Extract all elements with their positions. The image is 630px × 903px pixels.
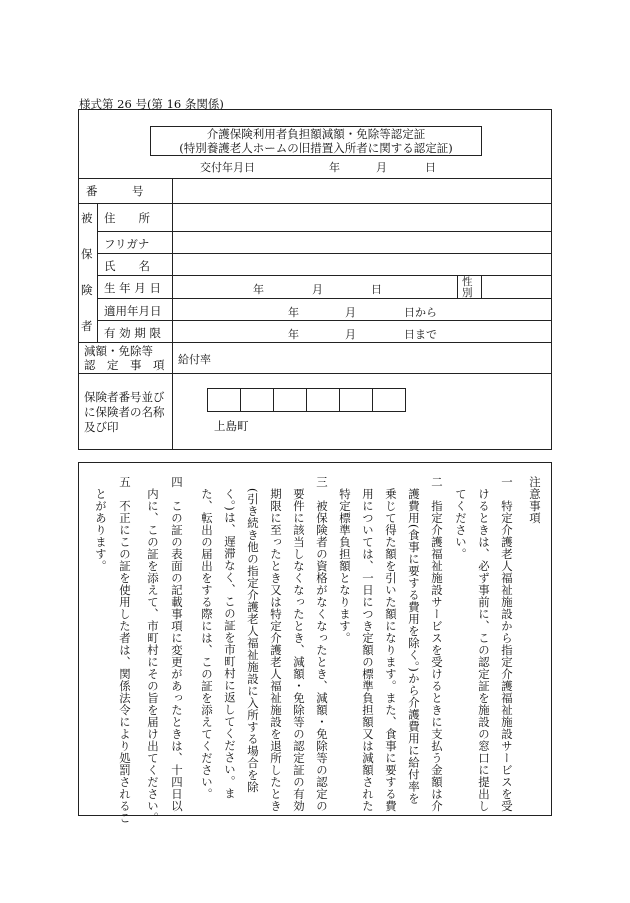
row-divider bbox=[78, 373, 552, 374]
insurer-number-box bbox=[372, 388, 406, 412]
issue-date-label: 交付年月日 bbox=[200, 161, 255, 174]
note-line: 五 不正にこの証を使用した者は、関係法令により処罰されるこ bbox=[118, 476, 132, 824]
birth-year: 年 bbox=[253, 283, 264, 296]
note-line: 護費用(食事に要する費用を除く。)から介護費用に給付率を bbox=[407, 476, 421, 805]
insurer-number-box bbox=[273, 388, 307, 412]
row-divider bbox=[97, 231, 552, 232]
note-line: 期限に至ったとき又は特定介護老人福祉施設を退所したとき bbox=[269, 476, 283, 812]
sex-label-line1: 性 bbox=[462, 276, 473, 288]
notes-heading: 注意事項 bbox=[528, 476, 542, 524]
insurer-name: 上島町 bbox=[214, 419, 249, 433]
valid-month: 月 bbox=[345, 328, 356, 341]
birth-month: 月 bbox=[312, 283, 323, 296]
insurer-label-line2: に保険者の名称 bbox=[84, 405, 165, 419]
note-line: けるときは、必ず事前に、この認定証を施設の窓口に提出し bbox=[477, 476, 491, 812]
insurer-number-box bbox=[306, 388, 340, 412]
column-divider bbox=[172, 178, 173, 449]
reduction-label-line2: 認 定 事 項 bbox=[84, 358, 165, 372]
note-line: 三 被保険者の資格がなくなったとき、減額・免除等の認定の bbox=[315, 476, 329, 812]
insurer-number-box bbox=[207, 388, 241, 412]
note-line: 特定標準負担額となります。 bbox=[338, 476, 352, 644]
sex-label-line2: 別 bbox=[462, 287, 473, 299]
benefit-rate-label: 給付率 bbox=[178, 353, 211, 366]
insurer-number-box bbox=[240, 388, 274, 412]
note-line: く。)は、遅滞なく、この証を市町村に返してください。ま bbox=[223, 476, 237, 800]
note-line: てください。 bbox=[454, 476, 468, 560]
name-label: 氏 名 bbox=[104, 259, 150, 273]
insured-label-char-3: 険 bbox=[81, 283, 93, 297]
note-line: 一 特定介護老人福祉施設から指定介護福祉施設サービスを受 bbox=[500, 476, 514, 812]
valid-until: 日まで bbox=[404, 328, 437, 341]
birth-day: 日 bbox=[371, 283, 382, 296]
valid-year: 年 bbox=[288, 328, 299, 341]
certificate-subtitle: (特別養護老人ホームの旧措置入所者に関する認定証) bbox=[179, 141, 453, 155]
valid-period-label: 有 効 期 限 bbox=[104, 326, 161, 340]
note-line: た、転出の届出をする際には、この証を添えてください。 bbox=[200, 476, 214, 800]
note-line: 四 この証の表面の記載事項に変更があったときは、十四日以 bbox=[170, 476, 184, 812]
issue-day: 日 bbox=[425, 161, 436, 174]
column-divider bbox=[97, 203, 98, 342]
insured-label-char-1: 被 bbox=[81, 211, 93, 225]
note-line: 乗じて得た額を引いた額になります。また、食事に要する費 bbox=[384, 476, 398, 812]
note-line: 二 指定介護福祉施設サービスを受けるときに支払う金額は介 bbox=[430, 476, 444, 812]
furigana-label: フリガナ bbox=[104, 237, 150, 251]
insurer-number-box bbox=[339, 388, 373, 412]
note-line: 要件に該当しなくなったとき、減額・免除等の認定証の有効 bbox=[292, 476, 306, 812]
address-label: 住 所 bbox=[104, 211, 150, 225]
reduction-label-line1: 減額・免除等 bbox=[84, 344, 153, 358]
insurer-label bbox=[84, 390, 165, 435]
row-divider bbox=[97, 253, 552, 254]
apply-year: 年 bbox=[288, 306, 299, 319]
apply-from: 日から bbox=[404, 306, 437, 319]
row-divider bbox=[97, 298, 552, 299]
row-divider bbox=[78, 178, 552, 179]
note-line: 内に、この証を添えて、市町村にその旨を届け出てください。 bbox=[146, 476, 160, 824]
reduction-label bbox=[84, 344, 165, 372]
birthdate-label: 生 年 月 日 bbox=[104, 281, 161, 295]
apply-month: 月 bbox=[345, 306, 356, 319]
row-divider bbox=[97, 275, 552, 276]
row-divider bbox=[78, 342, 552, 343]
insured-label-char-4: 者 bbox=[81, 319, 93, 333]
certificate-title-box bbox=[150, 126, 482, 156]
row-divider bbox=[78, 203, 552, 204]
insurer-label-line1: 保険者番号並び bbox=[84, 390, 165, 404]
issue-month: 月 bbox=[376, 161, 387, 174]
insured-label-char-2: 保 bbox=[81, 247, 93, 261]
certificate-title: 介護保険利用者負担額減額・免除等認定証 bbox=[206, 127, 426, 141]
column-divider bbox=[481, 275, 482, 298]
form-number: 様式第 26 号(第 16 条関係) bbox=[79, 97, 224, 111]
sex-label bbox=[462, 277, 473, 299]
row-divider bbox=[97, 320, 552, 321]
note-line: 用については、一日につき定額の標準負担額又は減額された bbox=[361, 476, 375, 812]
issue-year: 年 bbox=[329, 161, 340, 174]
note-line: とがあります。 bbox=[94, 476, 108, 572]
number-label: 番 号 bbox=[86, 184, 144, 198]
insurer-label-line3: 及び印 bbox=[84, 420, 119, 434]
note-line: (引き続き他の指定介護老人福祉施設に入所する場合を除 bbox=[246, 476, 260, 794]
column-divider bbox=[457, 275, 458, 298]
apply-date-label: 適用年月日 bbox=[104, 304, 162, 318]
